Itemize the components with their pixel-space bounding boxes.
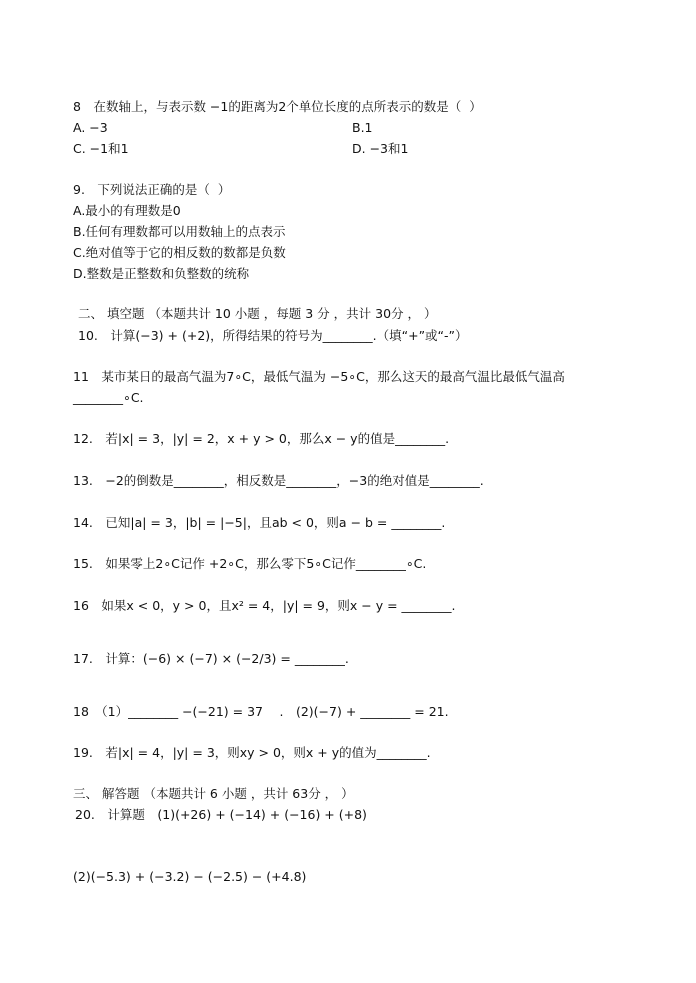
question-9-option-b: B.任何有理数都可以用数轴上的点表示 <box>73 224 286 239</box>
question-9-option-a: A.最小的有理数是0 <box>73 203 181 218</box>
question-18: 18 （1）________ −(−21) = 37 . (2)(−7) + ________ = 21. <box>73 704 449 719</box>
question-15: 15. 如果零上2∘C记作 +2∘C，那么零下5∘C记作________∘C. <box>73 556 427 571</box>
question-8-option-b: B.1 <box>352 120 373 135</box>
section-2-heading: 二、 填空题 （本题共计 10 小题 ，每题 3 分 ，共计 30分 ， ） <box>78 306 437 321</box>
question-8-stem: 8 在数轴上，与表示数 −1的距离为2个单位长度的点所表示的数是（ ） <box>73 99 482 114</box>
question-16: 16 如果x < 0，y > 0，且x² = 4，|y| = 9，则x − y = ________. <box>73 598 456 613</box>
question-11-line-2: ________∘C. <box>73 390 144 405</box>
question-17: 17. 计算：(−6) × (−7) × (−2/3) = ________. <box>73 651 349 666</box>
question-9-stem: 9. 下列说法正确的是（ ） <box>73 182 231 197</box>
question-11-line-1: 11 某市某日的最高气温为7∘C，最低气温为 −5∘C，那么这天的最高气温比最低气温高 <box>73 369 565 384</box>
question-19: 19. 若|x| = 4，|y| = 3，则xy > 0，则x + y的值为________. <box>73 745 431 760</box>
question-12: 12. 若|x| = 3，|y| = 2，x + y > 0，那么x − y的值是________. <box>73 431 450 446</box>
question-10: 10. 计算(−3) + (+2)，所得结果的符号为________.（填“+”或“-”） <box>78 328 468 343</box>
question-9-option-c: C.绝对值等于它的相反数的数都是负数 <box>73 245 286 260</box>
question-13: 13. −2的倒数是________，相反数是________，−3的绝对值是________. <box>73 473 484 488</box>
question-20-line-1: 20. 计算题 (1)(+26) + (−14) + (−16) + (+8) <box>75 807 367 822</box>
question-8-option-a: A. −3 <box>73 120 108 135</box>
question-20-line-2: (2)(−5.3) + (−3.2) − (−2.5) − (+4.8) <box>73 869 307 884</box>
question-9-option-d: D.整数是正整数和负整数的统称 <box>73 266 250 281</box>
question-8-option-c: C. −1和1 <box>73 141 129 156</box>
section-3-heading: 三、 解答题 （本题共计 6 小题 ，共计 63分 ， ） <box>73 786 354 801</box>
question-14: 14. 已知|a| = 3，|b| = |−5|，且ab < 0，则a − b = ________. <box>73 515 446 530</box>
question-8-option-d: D. −3和1 <box>352 141 409 156</box>
